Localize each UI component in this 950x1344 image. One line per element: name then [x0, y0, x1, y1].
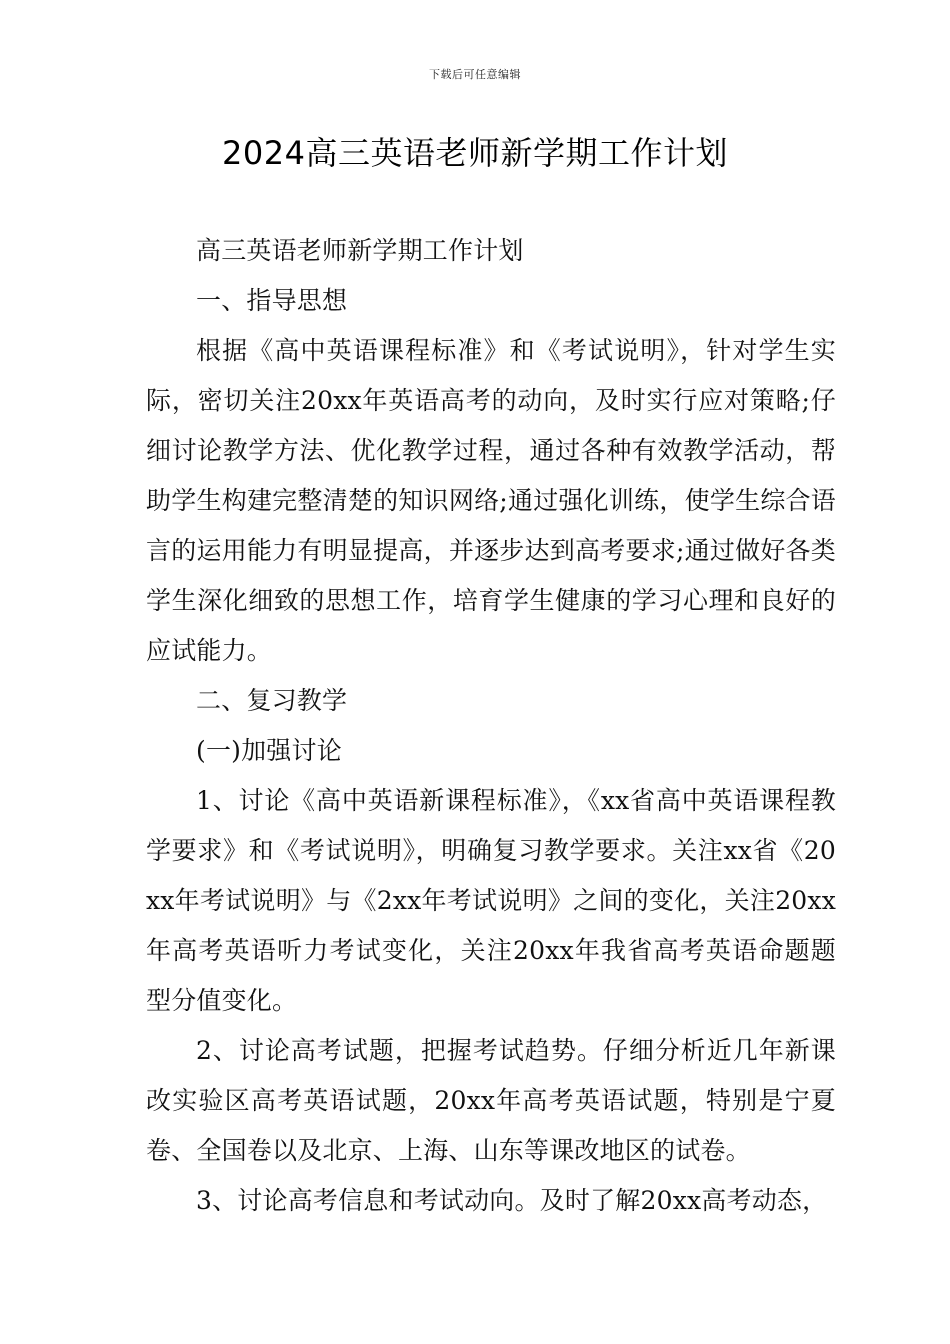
document-body	[146, 226, 836, 1226]
body-paragraph: 1、讨论《高中英语新课程标准》，《xx省高中英语课程教学要求》和《考试说明》，明确复习教学要求。关注xx省《20xx年考试说明》与《2xx年考试说明》之间的变化，关注20xx年高考英语听力考试变化，关注20xx年我省高考英语命题题型分值变化。	[146, 786, 836, 1015]
subsection-heading-strengthen-study: (一)加强讨论	[196, 736, 342, 765]
section-heading-review-teaching: 二、复习教学	[196, 686, 348, 715]
document-title: 2024高三英语老师新学期工作计划	[222, 134, 728, 172]
section-heading-guiding-thought: 一、指导思想	[196, 286, 348, 315]
header-note: 下载后可任意编辑	[429, 68, 521, 81]
subtitle-paragraph: 高三英语老师新学期工作计划	[196, 236, 524, 265]
body-paragraph: 2、讨论高考试题，把握考试趋势。仔细分析近几年新课改实验区高考英语试题，20xx年高考英语试题，特别是宁夏卷、全国卷以及北京、上海、山东等课改地区的试卷。	[146, 1036, 836, 1165]
body-paragraph: 3、讨论高考信息和考试动向。及时了解20xx高考动态，	[196, 1186, 828, 1215]
body-paragraph: 根据《高中英语课程标准》和《考试说明》，针对学生实际，密切关注20xx年英语高考的动向，及时实行应对策略;仔细讨论教学方法、优化教学过程，通过各种有效教学活动，帮助学生构建完整清楚的知识网络;通过强化训练，使学生综合语言的运用能力有明显提高，并逐步达到高考要求;通过做好各类学生深化细致的思想工作，培育学生健康的学习心理和良好的应试能力。	[146, 336, 836, 665]
